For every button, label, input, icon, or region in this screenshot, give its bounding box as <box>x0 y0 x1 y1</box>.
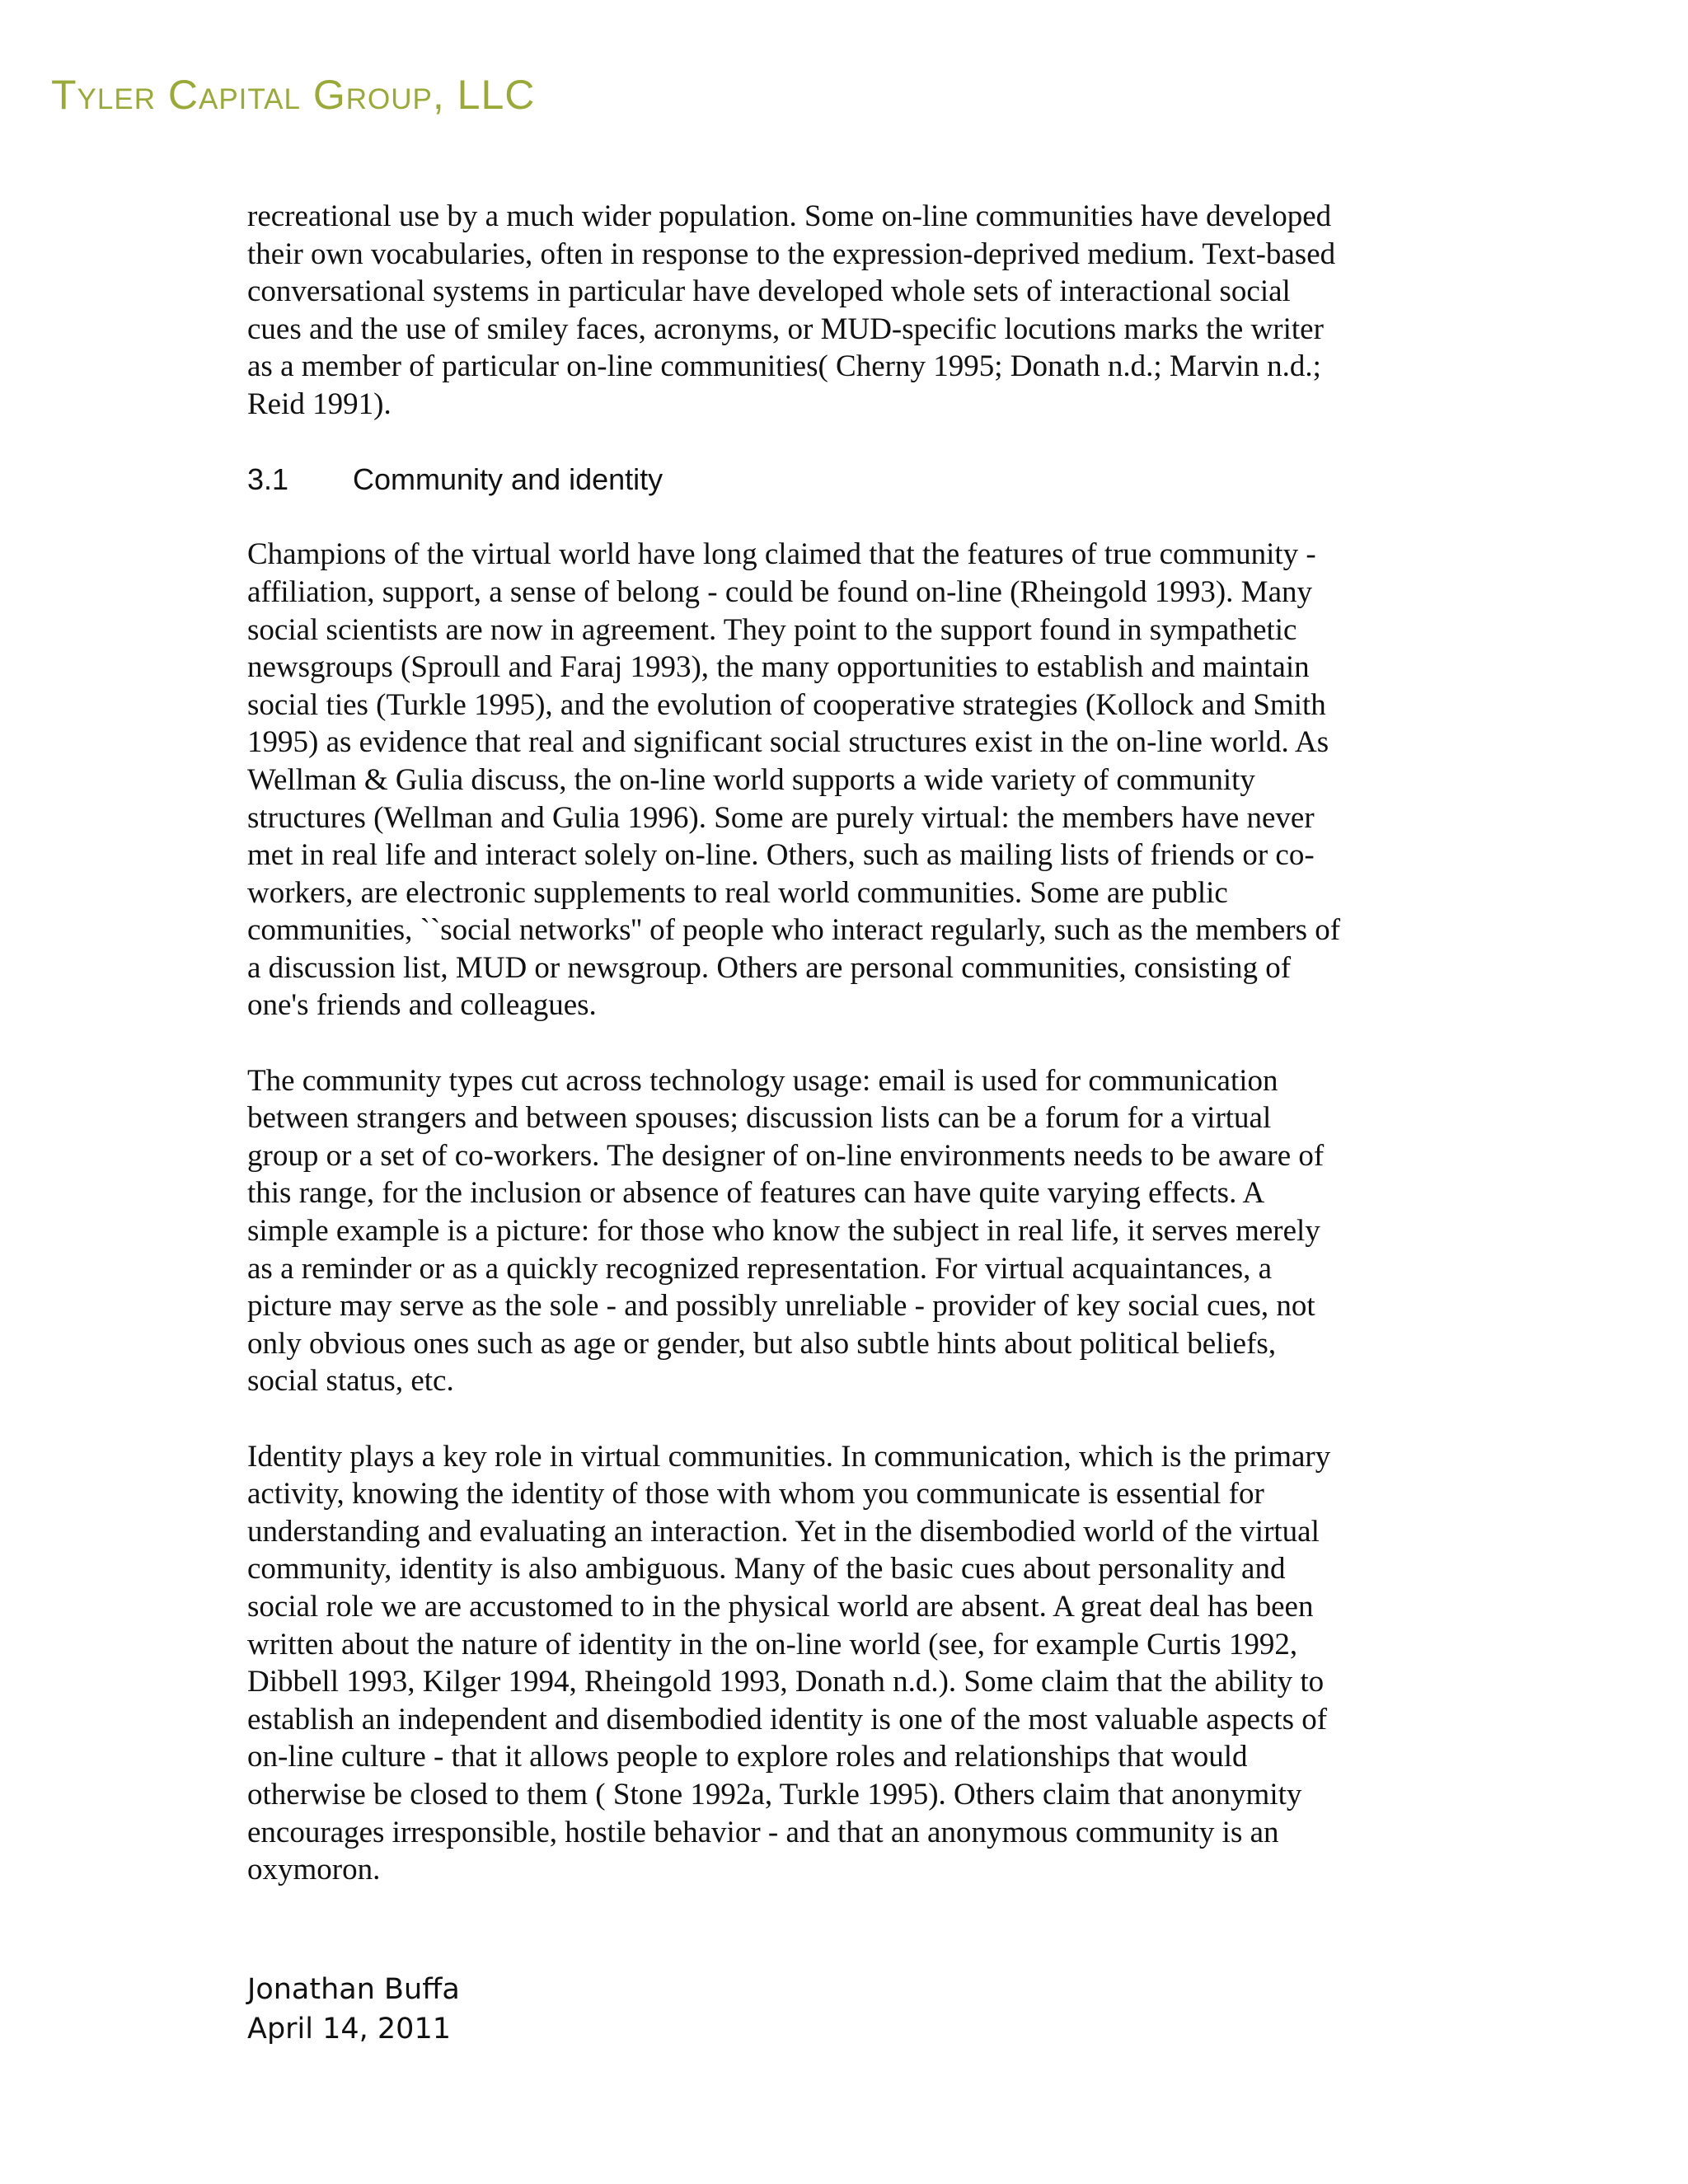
text-line: Reid 1991). <box>247 387 392 421</box>
company-header: Tyler Capital Group, LLC <box>51 72 536 118</box>
text-line: conversational systems in particular have developed whole sets of interactional social <box>247 274 1291 309</box>
text-line: understanding and evaluating an interaction. Yet in the disembodied world of the virtual <box>247 1514 1320 1549</box>
text-line: establish an independent and disembodied identity is one of the most valuable aspects of <box>247 1702 1328 1736</box>
text-line: The community types cut across technology usage: email is used for communication <box>247 1063 1278 1098</box>
signature-block <box>247 1970 460 2049</box>
text-line: as a member of particular on-line communities( Cherny 1995; Donath n.d.; Marvin n.d.; <box>247 349 1321 384</box>
text-line: group or a set of co-workers. The designer of on-line environments needs to be aware of <box>247 1138 1325 1173</box>
text-line: social status, etc. <box>247 1364 454 1399</box>
text-line: their own vocabularies, often in response to the expression-deprived medium. Text-based <box>247 237 1336 271</box>
text-line: met in real life and interact solely on-line. Others, such as mailing lists of friends or co- <box>247 838 1315 873</box>
text-line: oxymoron. <box>247 1853 381 1887</box>
paragraph-community-types <box>247 1062 1434 1400</box>
text-line: written about the nature of identity in the on-line world (see, for example Curtis 1992, <box>247 1627 1298 1661</box>
text-line: this range, for the inclusion or absence of features can have quite varying effects. A <box>247 1176 1265 1211</box>
section-heading <box>247 461 1434 499</box>
intro-paragraph <box>247 198 1434 424</box>
text-line: social role we are accustomed to in the physical world are absent. A great deal has been <box>247 1589 1314 1624</box>
text-line: cues and the use of smiley faces, acronyms, or MUD-specific locutions marks the writer <box>247 312 1324 346</box>
paragraph-identity <box>247 1438 1434 1889</box>
author-name: Jonathan Buffa <box>247 1973 460 2006</box>
document-body <box>247 198 1434 1926</box>
text-line: 1995) as evidence that real and significant social structures exist in the on-line world. As <box>247 725 1329 760</box>
text-line: affiliation, support, a sense of belong - could be found on-line (Rheingold 1993). Many <box>247 574 1313 609</box>
section-number: 3.1 <box>247 462 289 497</box>
text-line: social ties (Turkle 1995), and the evolution of cooperative strategies (Kollock and Smith <box>247 687 1326 722</box>
text-line: one's friends and colleagues. <box>247 988 597 1023</box>
text-line: otherwise be closed to them ( Stone 1992a, Turkle 1995). Others claim that anonymity <box>247 1777 1302 1811</box>
text-line: encourages irresponsible, hostile behavior - and that an anonymous community is an <box>247 1815 1279 1849</box>
text-line: structures (Wellman and Gulia 1996). Some are purely virtual: the members have never <box>247 800 1315 835</box>
text-line: newsgroups (Sproull and Faraj 1993), the many opportunities to establish and maintain <box>247 650 1310 685</box>
text-line: simple example is a picture: for those who know the subject in real life, it serves merely <box>247 1214 1320 1249</box>
text-line: a discussion list, MUD or newsgroup. Others are personal communities, consisting of <box>247 950 1292 985</box>
text-line: communities, ``social networks'' of people who interact regularly, such as the members of <box>247 913 1341 948</box>
text-line: recreational use by a much wider population. Some on-line communities have developed <box>247 199 1332 233</box>
text-line: on-line culture - that it allows people to explore roles and relationships that would <box>247 1740 1248 1774</box>
text-line: Wellman & Gulia discuss, the on-line world supports a wide variety of community <box>247 762 1255 797</box>
paragraph-community <box>247 536 1434 1024</box>
section-title: Community and identity <box>353 462 663 497</box>
text-line: as a reminder or as a quickly recognized representation. For virtual acquaintances, a <box>247 1251 1273 1286</box>
text-line: workers, are electronic supplements to real world communities. Some are public <box>247 875 1228 910</box>
text-line: Dibbell 1993, Kilger 1994, Rheingold 1993, Donath n.d.). Some claim that the ability to <box>247 1665 1325 1699</box>
text-line: social scientists are now in agreement. They point to the support found in sympathetic <box>247 612 1297 647</box>
text-line: Champions of the virtual world have long claimed that the features of true community - <box>247 537 1316 572</box>
text-line: Identity plays a key role in virtual communities. In communication, which is the primary <box>247 1439 1331 1474</box>
document-date: April 14, 2011 <box>247 2013 451 2046</box>
text-line: picture may serve as the sole - and possibly unreliable - provider of key social cues, not <box>247 1289 1315 1324</box>
text-line: community, identity is also ambiguous. Many of the basic cues about personality and <box>247 1552 1286 1586</box>
text-line: only obvious ones such as age or gender, but also subtle hints about political beliefs, <box>247 1326 1277 1361</box>
text-line: activity, knowing the identity of those with whom you communicate is essential for <box>247 1477 1264 1511</box>
text-line: between strangers and between spouses; discussion lists can be a forum for a virtual <box>247 1101 1272 1136</box>
